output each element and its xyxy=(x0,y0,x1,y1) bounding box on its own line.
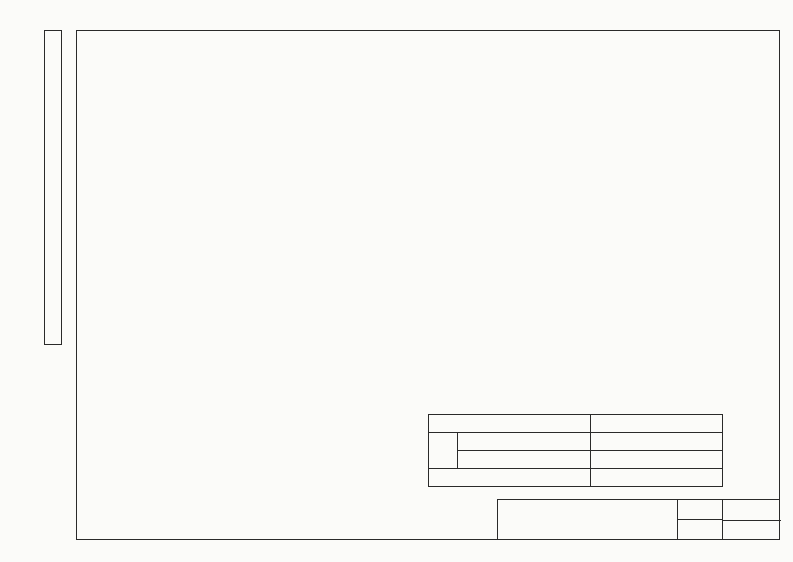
table-caption-row xyxy=(424,95,724,115)
page-number xyxy=(723,520,781,540)
table-row xyxy=(429,469,723,487)
atlas-number-label xyxy=(678,500,723,520)
signoff-strip xyxy=(44,30,62,345)
table-row xyxy=(429,433,723,451)
right-column xyxy=(424,95,724,115)
feature-cell-flat xyxy=(590,469,723,487)
title-block xyxy=(497,499,780,540)
collector-classification-table xyxy=(428,414,723,487)
table-row xyxy=(429,451,723,469)
sheet-name xyxy=(498,500,678,540)
group-vacuum-tube xyxy=(429,433,458,469)
type-cell xyxy=(458,451,591,469)
header-type xyxy=(429,415,591,433)
type-cell-flat xyxy=(429,469,591,487)
atlas-number xyxy=(723,500,781,521)
type-cell xyxy=(458,433,591,451)
table-header-row xyxy=(429,415,723,433)
feature-cell xyxy=(590,451,723,469)
header-feature xyxy=(590,415,723,433)
page-number-label xyxy=(678,520,723,540)
feature-cell xyxy=(590,433,723,451)
